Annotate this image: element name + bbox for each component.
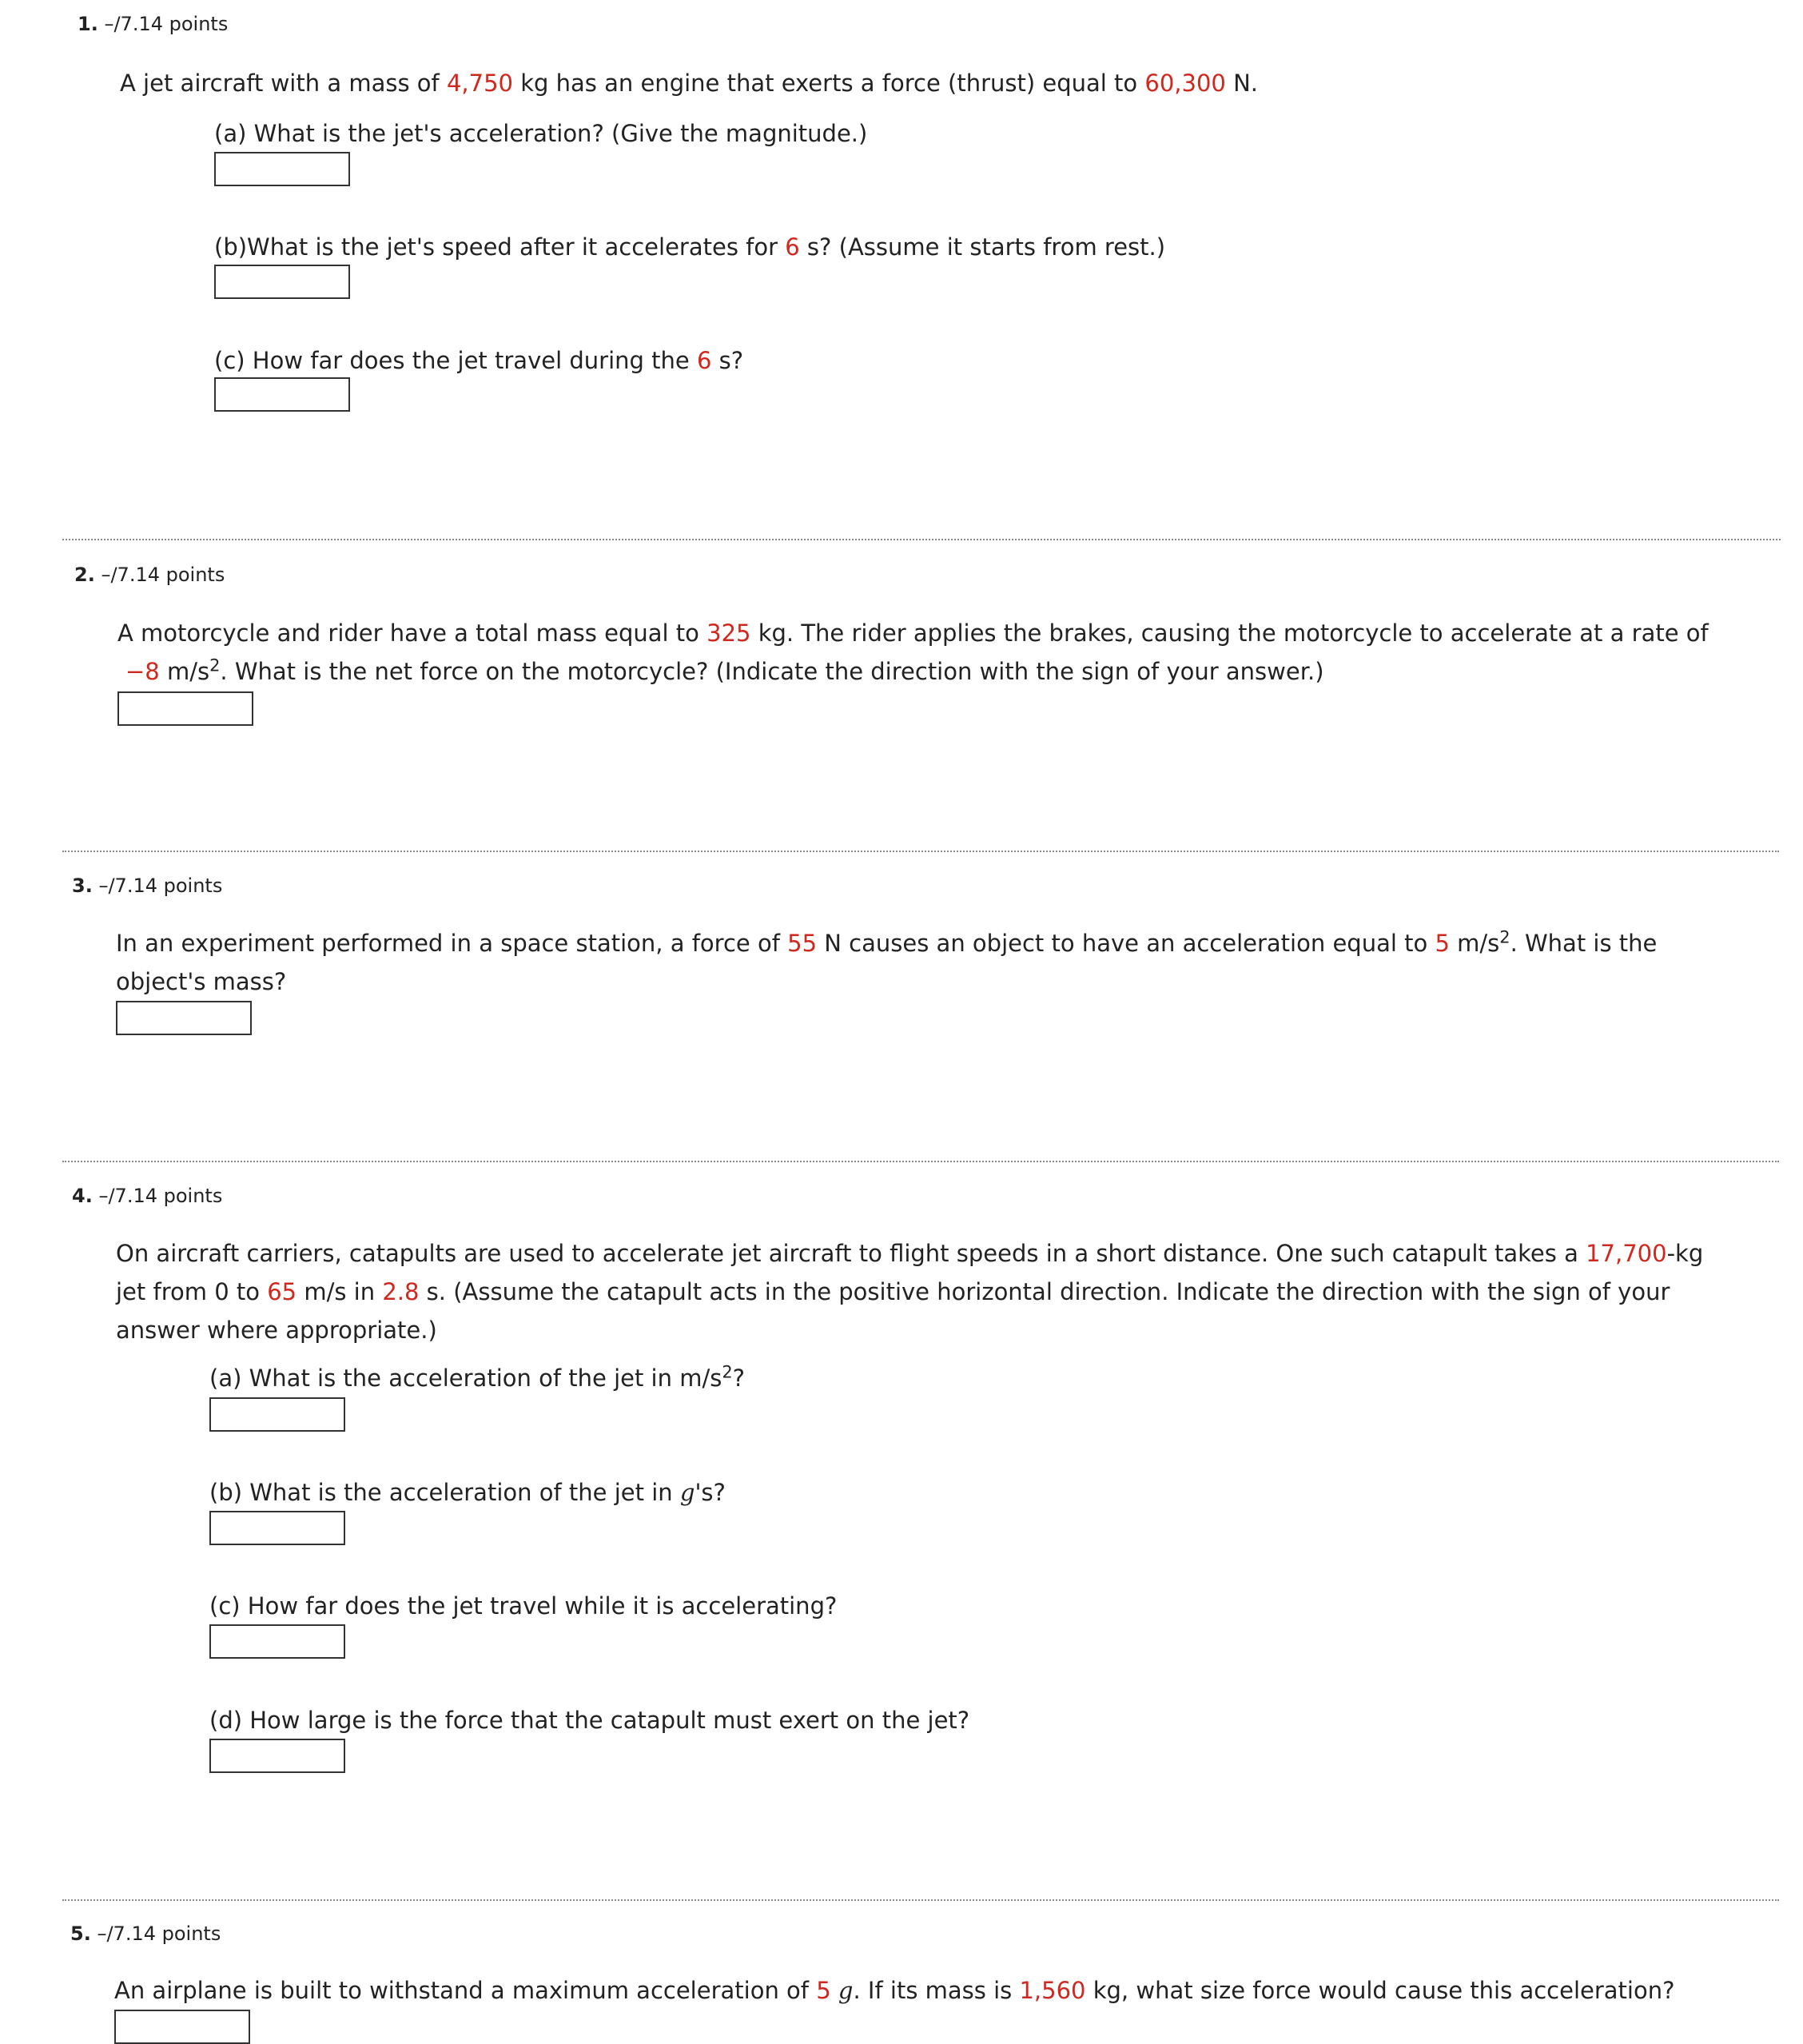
question-2-header bbox=[74, 564, 225, 586]
gravity-symbol: g bbox=[679, 1479, 695, 1506]
gravity-symbol: g bbox=[838, 1977, 854, 2004]
given-acceleration: −8 bbox=[125, 658, 160, 685]
question-3-stem-line-2: object's mass? bbox=[116, 968, 287, 995]
answer-input-4b[interactable] bbox=[209, 1511, 345, 1545]
question-1-header bbox=[78, 13, 228, 35]
question-4b-prompt: (b) What is the acceleration of the jet in g's? bbox=[209, 1479, 726, 1506]
question-number: 4. bbox=[72, 1185, 93, 1207]
question-4c-prompt: (c) How far does the jet travel while it is accelerating? bbox=[209, 1592, 838, 1620]
answer-input-4d[interactable] bbox=[209, 1739, 345, 1773]
answer-input-4a[interactable] bbox=[209, 1397, 345, 1432]
question-1a-prompt: (a) What is the jet's acceleration? (Give the magnitude.) bbox=[214, 120, 868, 147]
given-mass: 325 bbox=[706, 620, 751, 647]
question-points: –/7.14 points bbox=[98, 1185, 223, 1207]
answer-input-1a[interactable] bbox=[214, 152, 350, 186]
answer-input-5[interactable] bbox=[114, 2010, 250, 2044]
question-points: –/7.14 points bbox=[98, 875, 223, 897]
given-time: 6 bbox=[785, 233, 800, 261]
question-4-stem-line-3: answer where appropriate.) bbox=[116, 1317, 437, 1344]
given-speed: 65 bbox=[267, 1278, 297, 1305]
answer-input-2[interactable] bbox=[117, 691, 253, 726]
answer-input-4c[interactable] bbox=[209, 1624, 345, 1659]
question-4d-prompt: (d) How large is the force that the catapult must exert on the jet? bbox=[209, 1707, 970, 1734]
question-4-stem-line-1: On aircraft carriers, catapults are used to accelerate jet aircraft to flight speeds in a short distance. One such catapult takes a 17,700-kg bbox=[116, 1240, 1704, 1267]
answer-input-1c[interactable] bbox=[214, 377, 350, 412]
question-separator bbox=[62, 1899, 1779, 1901]
question-4a-prompt: (a) What is the acceleration of the jet in $m/s^2$? bbox=[209, 1362, 746, 1392]
question-1-stem: A jet aircraft with a mass of 4,750 kg has an engine that exerts a force (thrust) equal to 60,300 N. bbox=[120, 70, 1259, 97]
question-1b-prompt: (b)What is the jet's speed after it accelerates for 6 s? (Assume it starts from rest.) bbox=[214, 233, 1166, 261]
question-number: 2. bbox=[74, 564, 95, 586]
given-acceleration: 5 bbox=[1435, 930, 1450, 957]
question-separator bbox=[62, 539, 1781, 540]
question-4-header bbox=[72, 1185, 222, 1207]
question-5-stem: An airplane is built to withstand a maximum acceleration of 5 g. If its mass is 1,560 kg, what size force would cause this acceleration? bbox=[114, 1977, 1675, 2004]
question-points: –/7.14 points bbox=[97, 1922, 221, 1945]
given-mass: 17,700 bbox=[1586, 1240, 1667, 1267]
given-force: 55 bbox=[787, 930, 818, 957]
question-points: –/7.14 points bbox=[101, 564, 225, 586]
question-separator bbox=[62, 1161, 1779, 1162]
question-1c-prompt: (c) How far does the jet travel during the 6 s? bbox=[214, 347, 744, 374]
given-mass: 1,560 bbox=[1019, 1977, 1086, 2004]
given-time: 6 bbox=[696, 347, 712, 374]
given-mass: 4,750 bbox=[446, 70, 513, 97]
question-separator bbox=[62, 851, 1779, 852]
question-4-stem-line-2: jet from 0 to 65 m/s in 2.8 s. (Assume the catapult acts in the positive horizontal direction. Indicate the direction with the sign of your bbox=[116, 1278, 1670, 1305]
answer-input-3[interactable] bbox=[116, 1001, 252, 1035]
question-number: 3. bbox=[72, 875, 93, 897]
given-acceleration: 5 bbox=[816, 1977, 831, 2004]
question-3-header bbox=[72, 875, 222, 897]
question-2-stem-line-2: −8 $m/s^2$. What is the net force on the motorcycle? (Indicate the direction with the sign of your answer.) bbox=[125, 655, 1324, 685]
question-2-stem-line-1: A motorcycle and rider have a total mass equal to 325 kg. The rider applies the brakes, causing the motorcycle to accelerate at a rate of bbox=[117, 620, 1709, 647]
question-points: –/7.14 points bbox=[104, 13, 229, 35]
answer-input-1b[interactable] bbox=[214, 265, 350, 299]
question-5-header bbox=[70, 1922, 221, 1945]
given-force: 60,300 bbox=[1144, 70, 1226, 97]
question-3-stem-line-1: In an experiment performed in a space station, a force of 55 N causes an object to have an acceleration equal to 5 $m/s^2$. What is the bbox=[116, 927, 1658, 957]
question-number: 5. bbox=[70, 1922, 91, 1945]
question-number: 1. bbox=[78, 13, 98, 35]
given-time: 2.8 bbox=[382, 1278, 420, 1305]
